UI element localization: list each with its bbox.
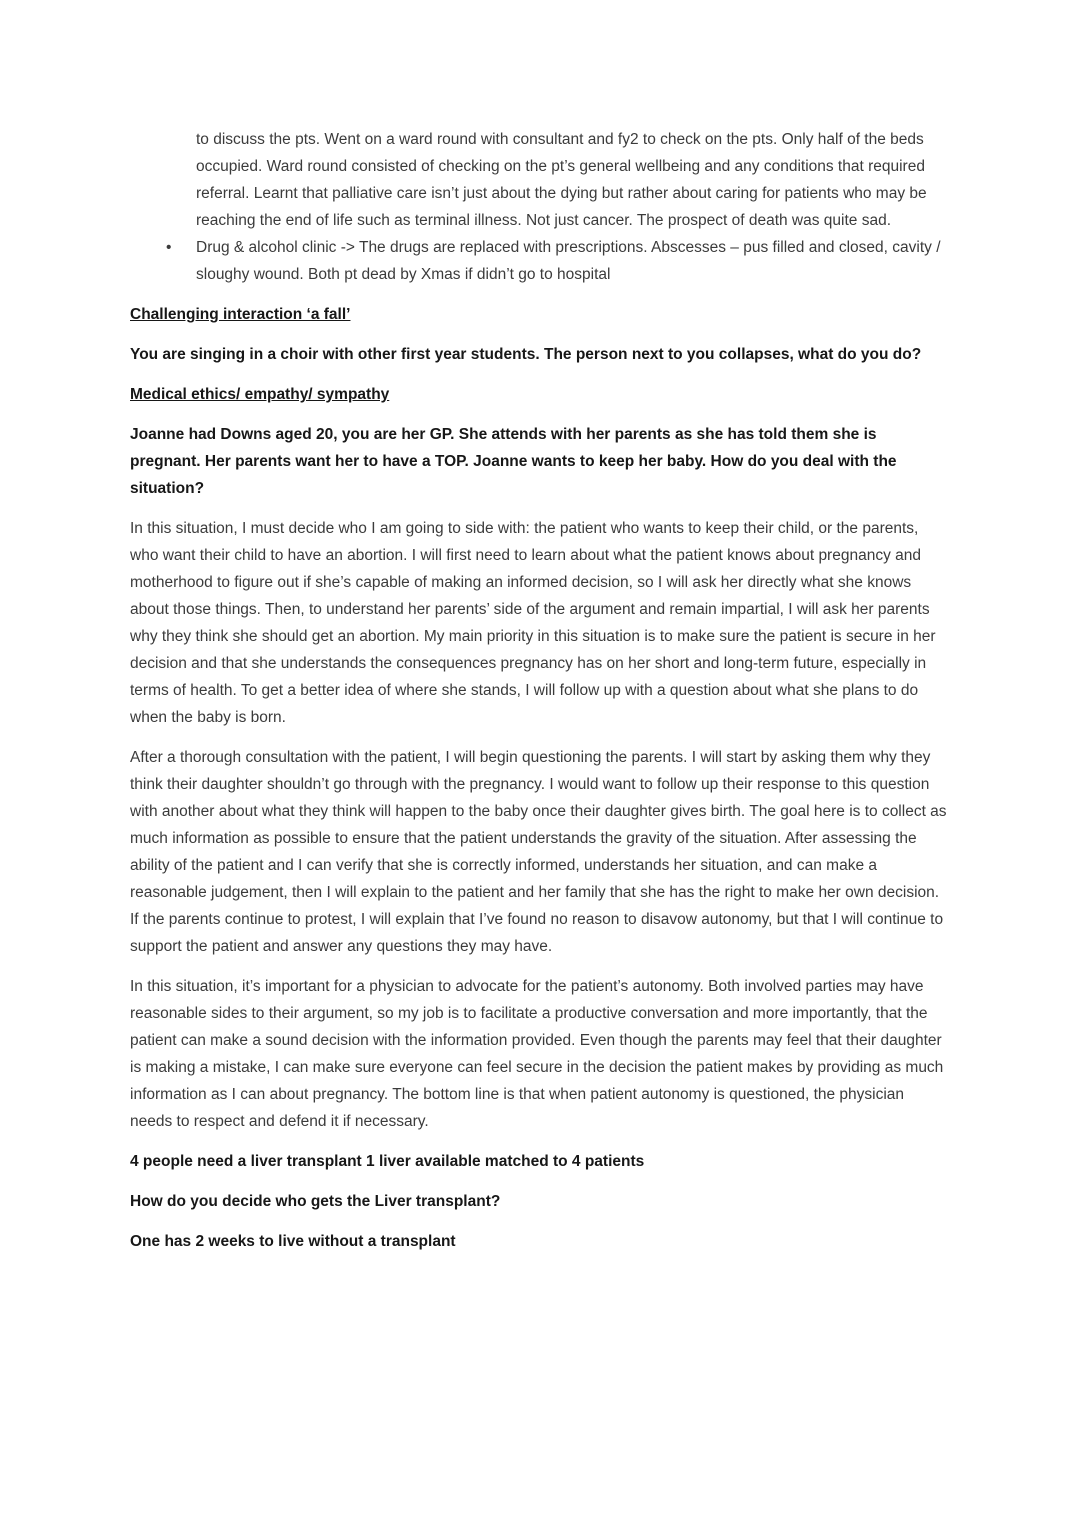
list-continuation-text: to discuss the pts. Went on a ward round with consultant and fy2 to check on the pts. Only half of the beds occupied. Ward round consisted of checking on the pt’s general wellbeing and any conditions that required referral. Learnt that palliative care isn’t just about the dying but rather about caring for patients who may be reaching the end of life such as terminal illness. Not just cancer. The prospect of death was quite sad. [196,131,927,229]
heading-challenging-interaction: Challenging interaction ‘a fall’ [130,306,351,323]
answer-paragraph-3: In this situation, it’s important for a physician to advocate for the patient’s autonomy. Both involved parties may have reasonable sides to their argument, so my job is to facilitate a productive conversation and more importantly, that the patient can make a sound decision with the information provided. Even though the parents may feel that their daughter is making a mistake, I can make sure everyone can feel secure in the decision the patient makes by providing as much information as I can about pregnancy. The bottom line is that when patient autonomy is questioned, the physician needs to respect and defend it if necessary. [130,978,944,1130]
prompt-liver-transplant: 4 people need a liver transplant 1 liver available matched to 4 patients [130,1153,645,1170]
question-choir-scenario: You are singing in a choir with other first year students. The person next to you collapses, what do you do? [130,346,922,363]
heading-medical-ethics: Medical ethics/ empathy/ sympathy [130,386,390,403]
bullet-icon: • [166,239,172,256]
list-continuation [130,126,948,234]
notes-bullet-list [130,126,948,288]
answer-paragraph-1: In this situation, I must decide who I am going to side with: the patient who wants to keep their child, or the parents, who want their child to have an abortion. I will first need to learn about what the patient knows about pregnancy and motherhood to figure out if she’s capable of making an informed decision, so I will ask her directly what she knows about those things. Then, to understand her parents’ side of the argument and remain impartial, I will ask her parents why they think she should get an abortion. My main priority in this situation is to make sure the patient is secure in her decision and that she understands the consequences pregnancy has on her short and long-term future, especially in terms of health. To get a better idea of where she stands, I will follow up with a question about what she plans to do when the baby is born. [130,520,936,726]
scenario-joanne: Joanne had Downs aged 20, you are her GP. She attends with her parents as she has told them she is pregnant. Her parents want her to have a TOP. Joanne wants to keep her baby. How do you deal with the situation? [130,426,897,497]
list-item [130,234,948,288]
statement-two-weeks-to-live: One has 2 weeks to live without a transplant [130,1233,456,1250]
answer-paragraph-2: After a thorough consultation with the patient, I will begin questioning the parents. I will start by asking them why they think their daughter shouldn’t go through with the pregnancy. I would want to follow up their response to this question with another about what they think will happen to the baby once their daughter gives birth. The goal here is to collect as much information as possible to ensure that the patient understands the gravity of the situation. After assessing the ability of the patient and I can verify that she is correctly informed, understands her situation, and can make a reasonable judgement, then I will explain to the patient and her family that she has the right to make her own decision. If the parents continue to protest, I will explain that I’ve found no reason to disavow autonomy, but that I will continue to support the patient and answer any questions they may have. [130,749,947,955]
question-liver-transplant-decision: How do you decide who gets the Liver transplant? [130,1193,501,1210]
list-item-text: Drug & alcohol clinic -> The drugs are replaced with prescriptions. Abscesses – pus filled and closed, cavity / sloughy wound. Both pt dead by Xmas if didn’t go to hospital [196,239,941,283]
